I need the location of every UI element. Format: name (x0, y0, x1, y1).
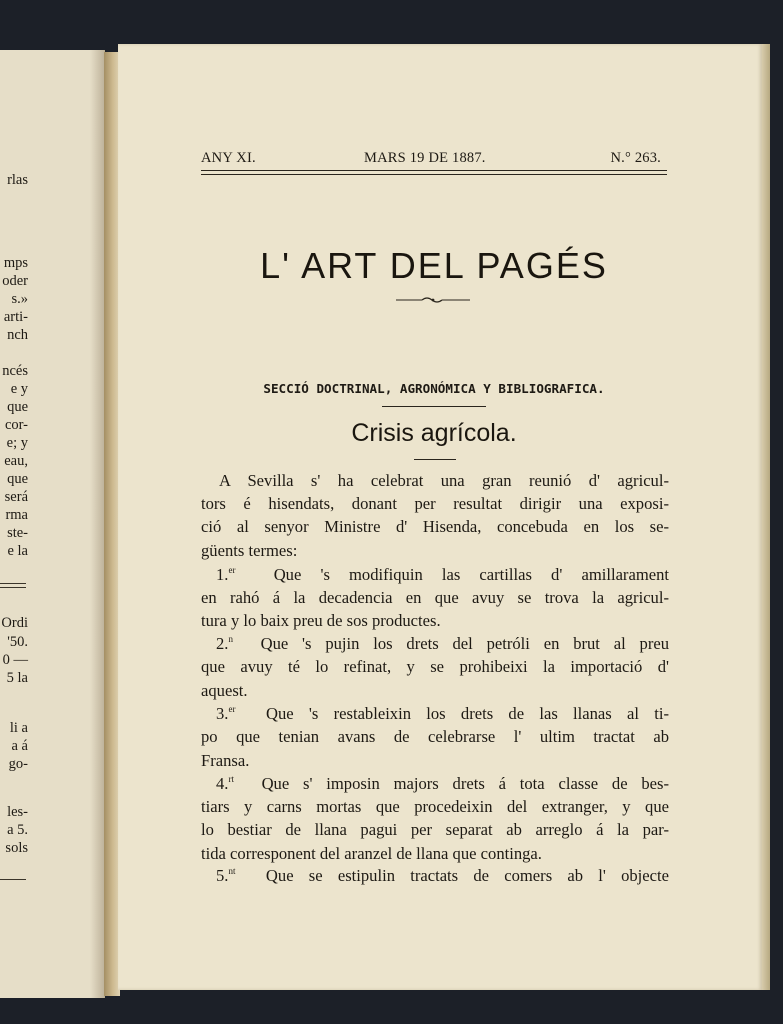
article-item-line: 3.$^{er}$ Que 's restableixin los drets de las llanas al ti- (216, 704, 670, 723)
left-page-fragment: ste- (7, 525, 28, 541)
header-issue-number: N.° 263. (610, 150, 661, 166)
item-number: 3.$^{er}$ (216, 704, 236, 723)
left-page-fragment: eau, (4, 453, 28, 469)
left-page-fragment: nch (7, 327, 28, 343)
left-page-fragment: 0 — (2, 652, 28, 668)
left-page-edge-shadow (90, 50, 104, 998)
left-page-fragment: a 5. (7, 822, 28, 838)
left-page-fragment: go- (8, 756, 28, 772)
article-line: tiars y carns mortas que procedeixin del extranger, y que (201, 797, 669, 816)
article-line: tida corresponent del aranzel de llana que continga. (201, 844, 542, 863)
left-page-fragment: e; y (6, 435, 28, 451)
left-page-fragment: les- (7, 804, 28, 820)
article-title: Crisis agrícola. (351, 419, 517, 447)
left-page-fragment: rma (5, 507, 28, 523)
left-page-fragment: mps (3, 255, 28, 271)
left-page-fragment: arti- (3, 309, 28, 325)
left-page (0, 50, 105, 998)
article-item-line: 1.$^{er}$ Que 's modifiquin las cartillas d' amillarament (216, 565, 669, 584)
left-page-fragment: sols (5, 840, 28, 856)
left-page-fragment: li a (9, 720, 28, 736)
left-page-fragment: 5 la (6, 670, 28, 686)
header-rule (201, 170, 667, 171)
left-page-divider (0, 583, 26, 584)
header-volume: ANY XI. (201, 150, 256, 166)
article-line: po que tenian avans de celebrarse l' ultim tractat ab (201, 727, 669, 746)
section-rule (382, 406, 486, 407)
left-page-fragment: e y (10, 381, 28, 397)
item-number: 2.$^n$ (216, 634, 233, 653)
article-line: ció al senyor Ministre d' Hisenda, concebuda en los se- (201, 517, 669, 536)
article-line: A Sevilla s' ha celebrat una gran reunió d' agricul- (219, 471, 669, 490)
article-line: Fransa. (201, 751, 250, 770)
article-line: güents termes: (201, 541, 298, 560)
left-page-fragment: '50. (7, 634, 28, 650)
article-line: tors é hisendats, donant per resultat dirigir una exposi- (201, 494, 669, 513)
article-line: que avuy té lo refinat, y se prohibeixi la importació d' (201, 657, 669, 676)
article-item-line: 4.$^{rt}$ Que s' imposin majors drets á tota classe de bes- (216, 774, 670, 793)
left-page-fragment: ncés (2, 363, 28, 379)
item-number: 5.$^{nt}$ (216, 866, 236, 885)
left-page-fragment: que (7, 471, 28, 487)
article-line: aquest. (201, 681, 248, 700)
left-page-fragment: s.» (11, 291, 28, 307)
article-line: tura y lo baix preu de sos productes. (201, 611, 441, 630)
article-line: en rahó á la decadencia en que avuy se trova la agricul- (201, 588, 669, 607)
left-page-fragment: Ordi (1, 615, 28, 631)
header-date: MARS 19 DE 1887. (364, 150, 486, 166)
article-line: lo bestiar de llana pagui per separat ab arreglo á la par- (201, 820, 669, 839)
left-page-fragment: e la (7, 543, 28, 559)
left-page-fragment: que (7, 399, 28, 415)
title-rule (414, 459, 456, 460)
left-page-fragment: oder (2, 273, 28, 289)
left-page-fragment: rlas (7, 172, 28, 188)
article-item-line: 2.$^n$ Que 's pujin los drets del petróli en brut al preu (216, 634, 670, 653)
section-heading: SECCIÓ DOCTRINAL, AGRONÓMICA Y BIBLIOGRAFICA. (263, 381, 605, 396)
article-item-line: 5.$^{nt}$ Que se estipulin tractats de comers ab l' objecte (216, 866, 669, 885)
left-page-divider (0, 587, 26, 588)
left-page-fragment: a á (11, 738, 28, 754)
item-number: 1.$^{er}$ (216, 565, 236, 584)
left-page-fragment: será (4, 489, 28, 505)
header-rule (201, 174, 667, 175)
right-page-edge (762, 44, 770, 990)
masthead-title: L' ART DEL PAGÉS (260, 245, 608, 286)
left-page-divider (0, 879, 26, 880)
ornament-divider-icon (396, 295, 470, 305)
left-page-fragment: cor- (4, 417, 28, 433)
item-number: 4.$^{rt}$ (216, 774, 234, 793)
